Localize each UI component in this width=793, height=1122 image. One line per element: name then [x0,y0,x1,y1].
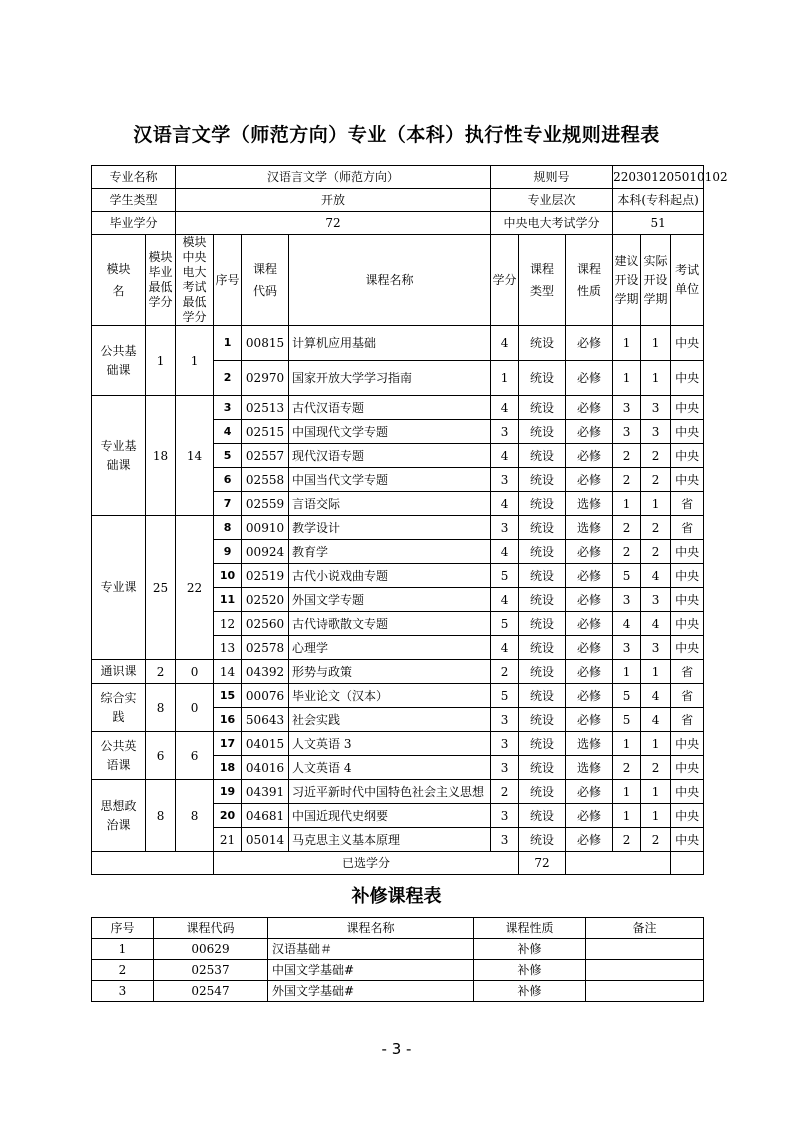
module-central-credit: 14 [176,396,214,516]
course-nature: 必修 [566,804,613,828]
course-name: 马克思主义基本原理 [289,828,491,852]
summary-blank [92,852,214,875]
course-code: 04391 [242,780,289,804]
supplementary-table [91,917,704,1002]
course-row [92,780,704,804]
course-name: 人文英语 4 [289,756,491,780]
course-seq: 16 [214,708,242,732]
course-exam-unit: 省 [671,708,704,732]
course-nature: 选修 [566,732,613,756]
course-name: 古代汉语专题 [289,396,491,420]
course-type: 统设 [519,636,566,660]
module-name: 专业课 [92,516,146,660]
header-actual-term: 实际开设学期 [641,235,671,326]
course-seq: 6 [214,468,242,492]
course-suggest-term: 3 [613,636,641,660]
course-actual-term: 4 [641,612,671,636]
course-nature: 必修 [566,444,613,468]
module-central-credit: 22 [176,516,214,660]
module-central-credit: 8 [176,780,214,852]
course-actual-term: 4 [641,684,671,708]
module-min-credit: 8 [146,780,176,852]
course-suggest-term: 2 [613,828,641,852]
course-nature: 必修 [566,780,613,804]
course-suggest-term: 5 [613,564,641,588]
supp-nature: 补修 [474,981,586,1002]
supp-row [92,939,704,960]
course-name: 人文英语 3 [289,732,491,756]
course-nature: 必修 [566,636,613,660]
selected-credits-label: 已选学分 [214,852,519,875]
course-suggest-term: 2 [613,756,641,780]
course-nature: 必修 [566,588,613,612]
module-min-credit: 25 [146,516,176,660]
course-code: 02559 [242,492,289,516]
course-credit: 4 [491,444,519,468]
central-exam-value: 51 [613,212,704,235]
course-suggest-term: 1 [613,660,641,684]
module-central-credit: 1 [176,326,214,396]
course-name: 古代诗歌散文专题 [289,612,491,636]
course-suggest-term: 2 [613,444,641,468]
course-code: 02560 [242,612,289,636]
course-exam-unit: 省 [671,492,704,516]
course-code: 00924 [242,540,289,564]
course-exam-unit: 中央 [671,828,704,852]
supp-name: 外国文学基础# [268,981,474,1002]
course-exam-unit: 中央 [671,732,704,756]
course-suggest-term: 3 [613,420,641,444]
course-seq: 7 [214,492,242,516]
course-seq: 9 [214,540,242,564]
course-nature: 选修 [566,756,613,780]
course-actual-term: 3 [641,420,671,444]
level-value: 本科(专科起点) [613,189,704,212]
course-exam-unit: 中央 [671,420,704,444]
course-suggest-term: 3 [613,588,641,612]
supp-header-seq: 序号 [92,918,154,939]
summary-blank-end [671,852,704,875]
course-name: 教育学 [289,540,491,564]
module-central-credit: 0 [176,660,214,684]
course-credit: 3 [491,708,519,732]
course-type: 统设 [519,444,566,468]
course-nature: 选修 [566,516,613,540]
course-type: 统设 [519,804,566,828]
course-type: 统设 [519,828,566,852]
course-suggest-term: 2 [613,540,641,564]
course-type: 统设 [519,492,566,516]
course-name: 习近平新时代中国特色社会主义思想 [289,780,491,804]
course-credit: 3 [491,516,519,540]
course-suggest-term: 4 [613,612,641,636]
supp-row [92,981,704,1002]
course-credit: 4 [491,492,519,516]
course-exam-unit: 中央 [671,540,704,564]
course-nature: 必修 [566,468,613,492]
course-exam-unit: 中央 [671,756,704,780]
course-seq: 19 [214,780,242,804]
course-name: 外国文学专题 [289,588,491,612]
course-suggest-term: 1 [613,780,641,804]
module-min-credit: 2 [146,660,176,684]
course-credit: 3 [491,732,519,756]
course-type: 统设 [519,361,566,396]
course-actual-term: 3 [641,636,671,660]
course-suggest-term: 1 [613,326,641,361]
course-credit: 4 [491,540,519,564]
course-row [92,660,704,684]
supp-seq: 3 [92,981,154,1002]
course-credit: 4 [491,588,519,612]
course-type: 统设 [519,540,566,564]
course-code: 02519 [242,564,289,588]
supp-name: 汉语基础＃ [268,939,474,960]
summary-blank-right [566,852,671,875]
course-exam-unit: 省 [671,516,704,540]
course-actual-term: 1 [641,780,671,804]
course-seq: 13 [214,636,242,660]
module-central-credit: 0 [176,684,214,732]
course-name: 计算机应用基础 [289,326,491,361]
header-nature: 课程性质 [566,235,613,326]
selected-credits-total: 72 [519,852,566,875]
course-seq: 10 [214,564,242,588]
course-credit: 3 [491,420,519,444]
course-name: 形势与政策 [289,660,491,684]
course-code: 00910 [242,516,289,540]
course-name: 国家开放大学学习指南 [289,361,491,396]
course-code: 05014 [242,828,289,852]
course-seq: 4 [214,420,242,444]
course-actual-term: 1 [641,326,671,361]
course-suggest-term: 1 [613,361,641,396]
course-credit: 5 [491,684,519,708]
module-name: 专业基础课 [92,396,146,516]
course-exam-unit: 中央 [671,804,704,828]
header-module: 模块名 [92,235,146,326]
supp-note [586,939,704,960]
course-code: 04015 [242,732,289,756]
course-actual-term: 4 [641,564,671,588]
page-number: - 3 - [381,1040,412,1058]
course-actual-term: 2 [641,756,671,780]
course-code: 02558 [242,468,289,492]
course-name: 毕业论文（汉本） [289,684,491,708]
course-actual-term: 3 [641,588,671,612]
course-code: 00815 [242,326,289,361]
course-nature: 必修 [566,684,613,708]
course-suggest-term: 5 [613,708,641,732]
course-actual-term: 1 [641,660,671,684]
supp-code: 02537 [154,960,268,981]
course-row [92,326,704,361]
course-actual-term: 1 [641,492,671,516]
course-type: 统设 [519,660,566,684]
course-type: 统设 [519,420,566,444]
course-code: 02557 [242,444,289,468]
course-suggest-term: 1 [613,732,641,756]
course-credit: 2 [491,780,519,804]
course-actual-term: 1 [641,804,671,828]
course-type: 统设 [519,588,566,612]
header-exam-unit: 考试单位 [671,235,704,326]
course-type: 统设 [519,564,566,588]
course-exam-unit: 中央 [671,612,704,636]
supp-note [586,960,704,981]
course-exam-unit: 中央 [671,636,704,660]
course-code: 02515 [242,420,289,444]
course-code: 02520 [242,588,289,612]
supp-seq: 1 [92,939,154,960]
course-credit: 5 [491,564,519,588]
module-name: 思想政治课 [92,780,146,852]
module-min-credit: 8 [146,684,176,732]
course-code: 00076 [242,684,289,708]
course-type: 统设 [519,708,566,732]
course-nature: 必修 [566,708,613,732]
page-title: 汉语言文学（师范方向）专业（本科）执行性专业规则进程表 [133,124,660,146]
student-type-value: 开放 [176,189,491,212]
course-name: 教学设计 [289,516,491,540]
course-suggest-term: 5 [613,684,641,708]
supp-header-name: 课程名称 [268,918,474,939]
course-name: 言语交际 [289,492,491,516]
major-name-value: 汉语言文学（师范方向） [176,166,491,189]
course-exam-unit: 中央 [671,326,704,361]
course-seq: 5 [214,444,242,468]
module-name: 通识课 [92,660,146,684]
course-exam-unit: 中央 [671,588,704,612]
supp-nature: 补修 [474,960,586,981]
course-credit: 1 [491,361,519,396]
course-actual-term: 2 [641,540,671,564]
course-credit: 3 [491,804,519,828]
course-code: 50643 [242,708,289,732]
course-row [92,516,704,540]
course-actual-term: 2 [641,516,671,540]
course-type: 统设 [519,468,566,492]
course-exam-unit: 中央 [671,361,704,396]
course-actual-term: 2 [641,468,671,492]
course-row [92,732,704,756]
course-seq: 2 [214,361,242,396]
course-credit: 3 [491,468,519,492]
course-exam-unit: 中央 [671,564,704,588]
selected-credits-row [92,852,704,875]
supp-code: 02547 [154,981,268,1002]
supp-code: 00629 [154,939,268,960]
rule-no-value: 220301205010102 [613,166,704,189]
course-code: 04681 [242,804,289,828]
header-module-min: 模块毕业最低学分 [146,235,176,326]
course-exam-unit: 中央 [671,396,704,420]
course-type: 统设 [519,516,566,540]
course-actual-term: 3 [641,396,671,420]
header-type: 课程类型 [519,235,566,326]
course-code: 02513 [242,396,289,420]
course-actual-term: 2 [641,444,671,468]
course-seq: 17 [214,732,242,756]
grad-credits-label: 毕业学分 [92,212,176,235]
course-seq: 18 [214,756,242,780]
module-central-credit: 6 [176,732,214,780]
course-exam-unit: 省 [671,660,704,684]
rule-progress-table [91,165,728,875]
course-nature: 选修 [566,492,613,516]
course-credit: 3 [491,756,519,780]
course-suggest-term: 1 [613,492,641,516]
course-exam-unit: 省 [671,684,704,708]
course-suggest-term: 3 [613,396,641,420]
course-suggest-term: 2 [613,468,641,492]
course-code: 04392 [242,660,289,684]
course-suggest-term: 1 [613,804,641,828]
course-name: 现代汉语专题 [289,444,491,468]
course-exam-unit: 中央 [671,444,704,468]
module-name: 公共英语课 [92,732,146,780]
supp-nature: 补修 [474,939,586,960]
header-code: 课程代码 [242,235,289,326]
supp-header-nature: 课程性质 [474,918,586,939]
course-seq: 8 [214,516,242,540]
course-name: 社会实践 [289,708,491,732]
course-name: 古代小说戏曲专题 [289,564,491,588]
course-nature: 必修 [566,326,613,361]
course-seq: 14 [214,660,242,684]
header-suggest-term: 建议开设学期 [613,235,641,326]
course-credit: 4 [491,326,519,361]
supp-note [586,981,704,1002]
course-name: 心理学 [289,636,491,660]
course-credit: 5 [491,612,519,636]
course-seq: 3 [214,396,242,420]
header-credit: 学分 [491,235,519,326]
course-name: 中国当代文学专题 [289,468,491,492]
module-min-credit: 18 [146,396,176,516]
course-code: 02970 [242,361,289,396]
course-type: 统设 [519,396,566,420]
course-credit: 4 [491,396,519,420]
course-actual-term: 2 [641,828,671,852]
supp-name: 中国文学基础# [268,960,474,981]
course-code: 02578 [242,636,289,660]
student-type-label: 学生类型 [92,189,176,212]
course-credit: 3 [491,828,519,852]
course-code: 04016 [242,756,289,780]
course-nature: 必修 [566,612,613,636]
course-seq: 15 [214,684,242,708]
course-type: 统设 [519,780,566,804]
grad-credits-value: 72 [176,212,491,235]
module-min-credit: 1 [146,326,176,396]
course-type: 统设 [519,684,566,708]
course-exam-unit: 中央 [671,468,704,492]
course-name: 中国近现代史纲要 [289,804,491,828]
supp-header-code: 课程代码 [154,918,268,939]
course-nature: 必修 [566,420,613,444]
course-nature: 必修 [566,540,613,564]
course-seq: 12 [214,612,242,636]
course-nature: 必修 [566,396,613,420]
course-row [92,396,704,420]
course-nature: 必修 [566,361,613,396]
course-suggest-term: 2 [613,516,641,540]
course-nature: 必修 [566,564,613,588]
supplementary-title: 补修课程表 [351,886,442,907]
course-nature: 必修 [566,828,613,852]
course-name: 中国现代文学专题 [289,420,491,444]
central-exam-label: 中央电大考试学分 [491,212,613,235]
header-module-central-min: 模块中央电大考试最低学分 [176,235,214,326]
supp-row [92,960,704,981]
module-name: 综合实践 [92,684,146,732]
course-nature: 必修 [566,660,613,684]
course-actual-term: 1 [641,732,671,756]
course-credit: 2 [491,660,519,684]
course-actual-term: 1 [641,361,671,396]
course-actual-term: 4 [641,708,671,732]
course-row [92,684,704,708]
course-type: 统设 [519,326,566,361]
supp-header-note: 备注 [586,918,704,939]
course-type: 统设 [519,612,566,636]
course-seq: 11 [214,588,242,612]
course-seq: 20 [214,804,242,828]
module-min-credit: 6 [146,732,176,780]
rule-no-label: 规则号 [491,166,613,189]
course-credit: 4 [491,636,519,660]
course-seq: 21 [214,828,242,852]
header-seq: 序号 [214,235,242,326]
header-name: 课程名称 [289,235,491,326]
module-name: 公共基础课 [92,326,146,396]
course-type: 统设 [519,732,566,756]
supp-seq: 2 [92,960,154,981]
course-exam-unit: 中央 [671,780,704,804]
course-type: 统设 [519,756,566,780]
course-seq: 1 [214,326,242,361]
level-label: 专业层次 [491,189,613,212]
major-name-label: 专业名称 [92,166,176,189]
